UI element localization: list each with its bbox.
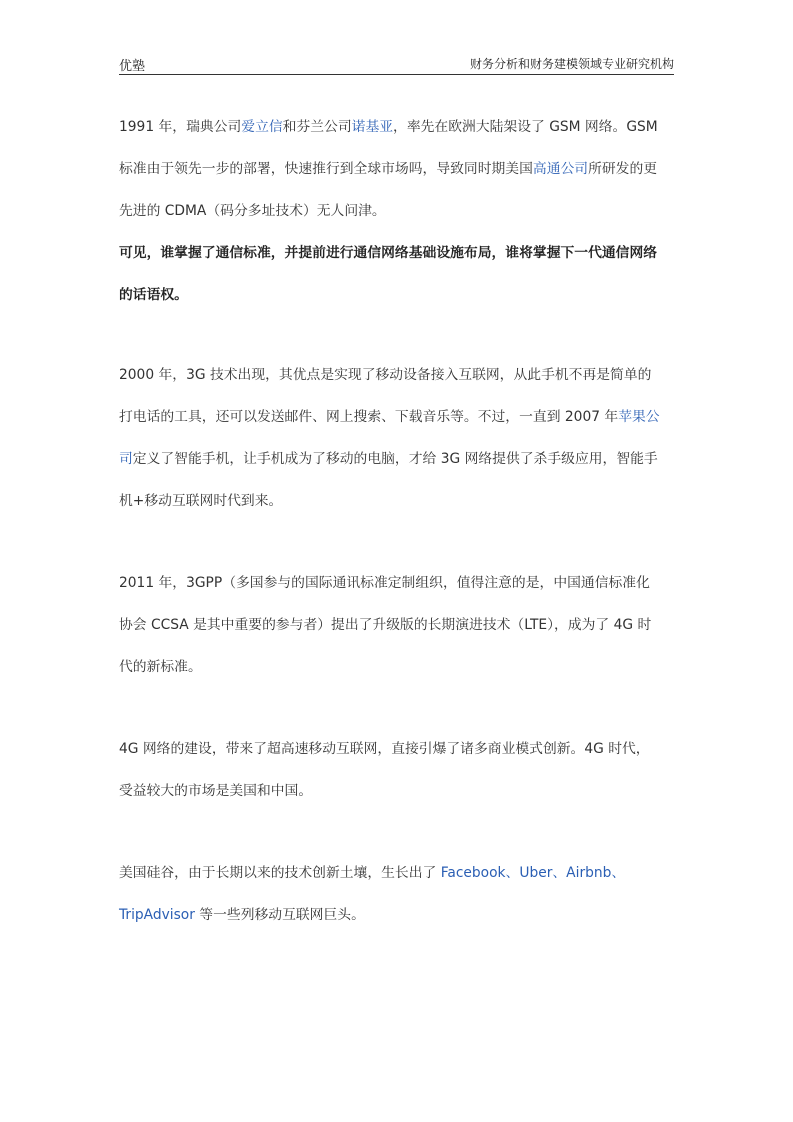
text-line: 代的新标准。 [119, 659, 202, 675]
link-uber[interactable]: Uber [519, 865, 553, 881]
text-line: 机+移动互联网时代到来。 [119, 493, 283, 509]
header-brand: 优塾 [119, 59, 146, 74]
link-apple-cont[interactable]: 司 [119, 451, 133, 467]
text-line [119, 148, 664, 190]
page-header [119, 55, 674, 75]
bold-text-line: 可见，谁掌握了通信标准，并提前进行通信网络基础设施布局，谁将掌握下一代通信网络 [119, 245, 658, 261]
header-tagline: 财务分析和财务建模领域专业研究机构 [469, 57, 674, 71]
link-ericsson[interactable]: 爱立信 [241, 119, 283, 135]
text-span: 等一些列移动互联网巨头。 [194, 907, 365, 923]
paragraph-4g-market [119, 728, 664, 812]
text-span: 标准由于领先一步的部署，快速推行到全球市场吗，导致同时期美国 [119, 161, 533, 177]
text-line: 2011 年，3GPP（多国参与的国际通讯标准定制组织，值得注意的是，中国通信标准化 [119, 575, 650, 591]
text-line [119, 852, 664, 894]
text-span: 和芬兰公司 [282, 119, 352, 135]
paragraph-4g-standard [119, 562, 664, 688]
text-span: 美国硅谷，由于长期以来的技术创新土壤，生长出了 [119, 865, 441, 881]
text-line: 受益较大的市场是美国和中国。 [119, 783, 313, 799]
paragraph-conclusion [119, 232, 664, 316]
text-line [119, 396, 664, 438]
text-span: 打电话的工具，还可以发送邮件、网上搜索、下载音乐等。不过，一直到 2007 年 [119, 409, 619, 425]
link-qualcomm[interactable]: 高通公司 [532, 161, 589, 177]
text-line: 先进的 CDMA（码分多址技术）无人问津。 [119, 203, 386, 219]
text-line [119, 106, 664, 148]
separator: 、 [505, 865, 520, 881]
document-body [119, 106, 664, 936]
text-line [119, 438, 664, 480]
text-span: 1991 年，瑞典公司 [119, 119, 242, 135]
separator: 、 [611, 865, 626, 881]
separator: 、 [552, 865, 567, 881]
link-airbnb[interactable]: Airbnb [566, 865, 612, 881]
text-span: 定义了智能手机，让手机成为了移动的电脑，才给 3G 网络提供了杀手级应用，智能手 [132, 451, 658, 467]
text-span: ，率先在欧洲大陆架设了 GSM 网络。GSM [393, 119, 658, 135]
paragraph-silicon-valley [119, 852, 664, 936]
text-line: 4G 网络的建设，带来了超高速移动互联网，直接引爆了诸多商业模式创新。4G 时代， [119, 741, 650, 757]
link-apple[interactable]: 苹果公 [618, 409, 660, 425]
paragraph-gsm [119, 106, 664, 232]
text-span: 所研发的更 [588, 161, 658, 177]
link-facebook[interactable]: Facebook [440, 865, 506, 881]
text-line: 协会 CCSA 是其中重要的参与者）提出了升级版的长期演进技术（LTE），成为了 4G 时 [119, 617, 652, 633]
link-tripadvisor[interactable]: TripAdvisor [119, 907, 195, 923]
bold-text-line: 的话语权。 [119, 287, 188, 303]
text-line [119, 894, 664, 936]
link-nokia[interactable]: 诺基亚 [351, 119, 394, 135]
text-line: 2000 年，3G 技术出现，其优点是实现了移动设备接入互联网，从此手机不再是简单的 [119, 367, 652, 383]
paragraph-3g [119, 354, 664, 522]
